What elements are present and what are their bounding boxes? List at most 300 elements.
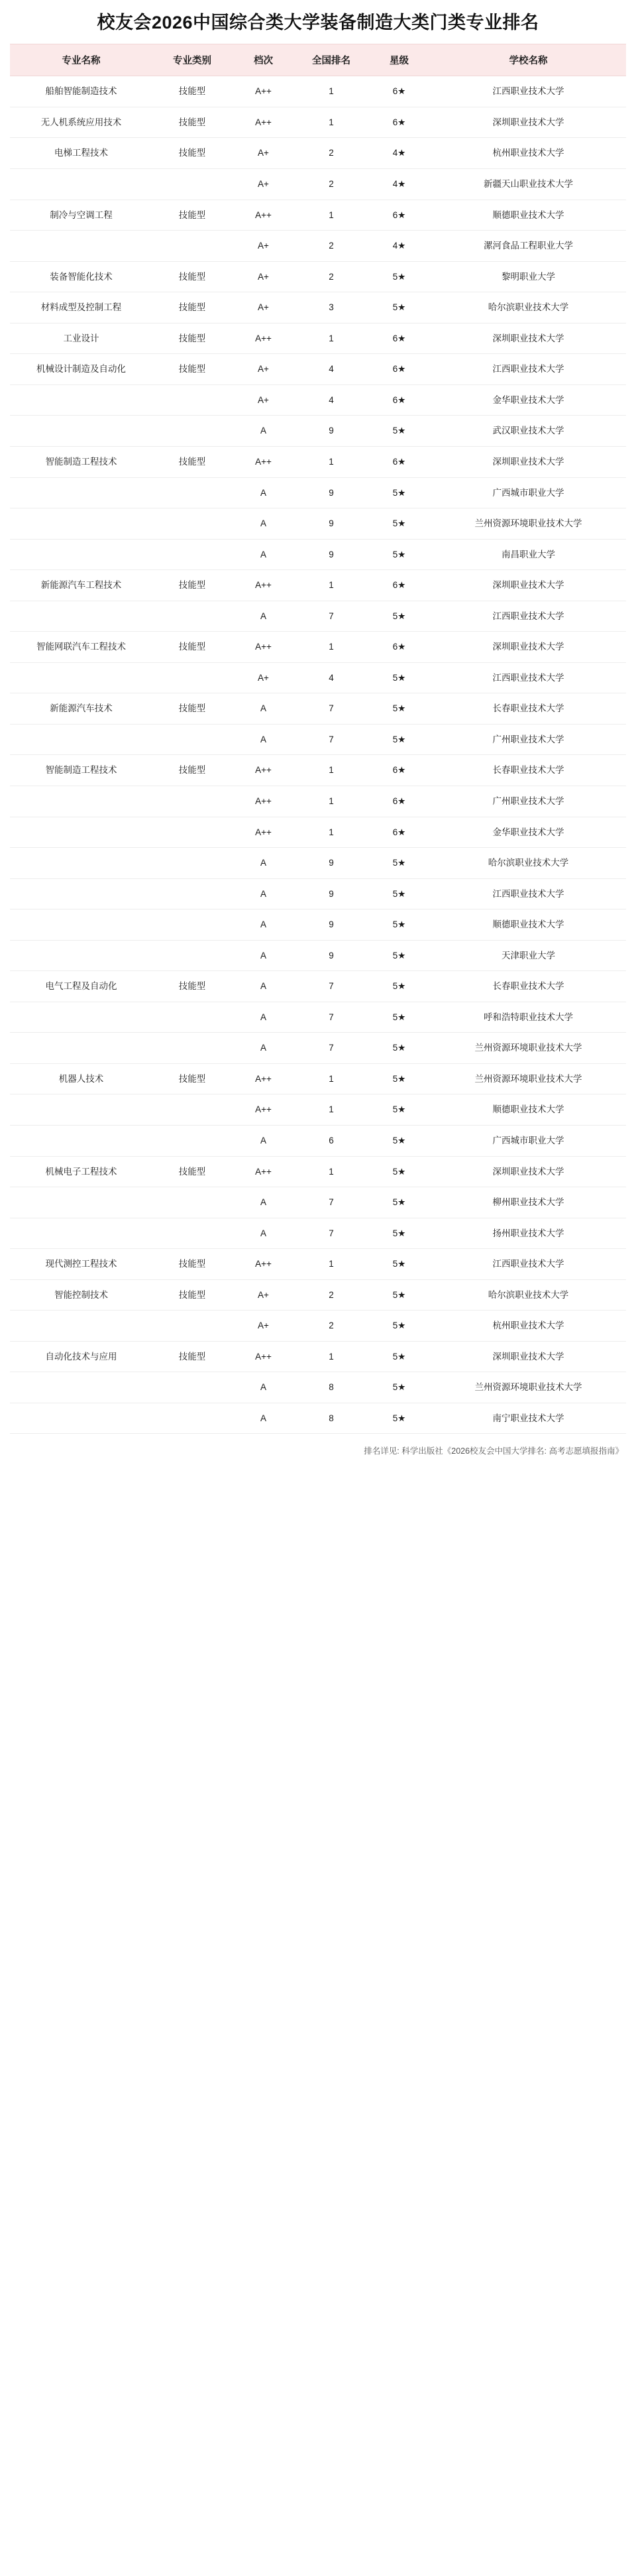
cell-major: [10, 1002, 152, 1033]
cell-school: 武汉职业技术大学: [431, 416, 626, 447]
table-row: [10, 1341, 626, 1372]
cell-major: 新能源汽车工程技术: [10, 570, 152, 601]
cell-school: 柳州职业技术大学: [431, 1187, 626, 1218]
cell-rank: 7: [295, 601, 368, 632]
cell-type: [152, 909, 232, 941]
cell-tier: A: [232, 508, 295, 540]
cell-star: 5★: [368, 601, 431, 632]
cell-type: 技能型: [152, 323, 232, 354]
table-row: [10, 1311, 626, 1342]
cell-major: 智能控制技术: [10, 1279, 152, 1311]
cell-tier: A: [232, 693, 295, 725]
cell-tier: A: [232, 1033, 295, 1064]
cell-star: 5★: [368, 1218, 431, 1249]
cell-major: [10, 878, 152, 909]
cell-rank: 7: [295, 724, 368, 755]
cell-star: 5★: [368, 1311, 431, 1342]
table-row: [10, 601, 626, 632]
table-row: [10, 1002, 626, 1033]
cell-tier: A+: [232, 138, 295, 169]
cell-type: 技能型: [152, 292, 232, 323]
cell-rank: 1: [295, 1249, 368, 1280]
cell-major: 电梯工程技术: [10, 138, 152, 169]
cell-type: [152, 169, 232, 200]
cell-major: 现代测控工程技术: [10, 1249, 152, 1280]
cell-rank: 9: [295, 848, 368, 879]
cell-tier: A+: [232, 1279, 295, 1311]
table-row: [10, 1249, 626, 1280]
cell-tier: A++: [232, 1156, 295, 1187]
cell-type: [152, 724, 232, 755]
cell-star: 5★: [368, 508, 431, 540]
cell-school: 长春职业技术大学: [431, 693, 626, 725]
table-row: [10, 755, 626, 786]
table-row: [10, 384, 626, 416]
cell-rank: 1: [295, 1156, 368, 1187]
cell-rank: 1: [295, 446, 368, 477]
cell-major: 电气工程及自动化: [10, 971, 152, 1002]
cell-major: 装备智能化技术: [10, 261, 152, 292]
cell-tier: A: [232, 539, 295, 570]
cell-rank: 7: [295, 1002, 368, 1033]
cell-star: 5★: [368, 724, 431, 755]
table-row: [10, 570, 626, 601]
cell-rank: 1: [295, 786, 368, 817]
table-row: [10, 539, 626, 570]
cell-school: 深圳职业技术大学: [431, 446, 626, 477]
cell-star: 5★: [368, 909, 431, 941]
cell-tier: A++: [232, 323, 295, 354]
cell-tier: A+: [232, 384, 295, 416]
cell-school: 金华职业技术大学: [431, 384, 626, 416]
cell-tier: A++: [232, 1249, 295, 1280]
table-row: [10, 848, 626, 879]
table-header-row: [10, 44, 626, 76]
cell-school: 江西职业技术大学: [431, 601, 626, 632]
cell-major: [10, 909, 152, 941]
cell-tier: A++: [232, 446, 295, 477]
cell-school: 长春职业技术大学: [431, 971, 626, 1002]
cell-type: [152, 1002, 232, 1033]
cell-rank: 1: [295, 1063, 368, 1094]
cell-type: 技能型: [152, 632, 232, 663]
table-row: [10, 200, 626, 231]
cell-type: [152, 1372, 232, 1403]
footer-note: 排名详见: 科学出版社《2026校友会中国大学排名: 高考志愿填报指南》: [364, 1446, 623, 1456]
cell-star: 5★: [368, 1033, 431, 1064]
cell-major: 自动化技术与应用: [10, 1341, 152, 1372]
cell-type: 技能型: [152, 1249, 232, 1280]
cell-tier: A++: [232, 1341, 295, 1372]
table-row: [10, 662, 626, 693]
cell-school: 南宁职业技术大学: [431, 1403, 626, 1434]
cell-type: [152, 539, 232, 570]
cell-tier: A+: [232, 662, 295, 693]
cell-school: 呼和浩特职业技术大学: [431, 1002, 626, 1033]
cell-tier: A: [232, 940, 295, 971]
cell-type: [152, 1125, 232, 1156]
cell-type: 技能型: [152, 693, 232, 725]
cell-star: 5★: [368, 1279, 431, 1311]
table-row: [10, 1403, 626, 1434]
cell-type: 技能型: [152, 446, 232, 477]
cell-rank: 9: [295, 416, 368, 447]
cell-school: 深圳职业技术大学: [431, 107, 626, 138]
cell-major: [10, 1372, 152, 1403]
cell-type: [152, 416, 232, 447]
rankings-table: [10, 44, 626, 1434]
cell-school: 杭州职业技术大学: [431, 1311, 626, 1342]
cell-star: 6★: [368, 384, 431, 416]
cell-star: 5★: [368, 1341, 431, 1372]
cell-school: 江西职业技术大学: [431, 662, 626, 693]
cell-school: 深圳职业技术大学: [431, 1156, 626, 1187]
cell-tier: A++: [232, 1094, 295, 1126]
cell-major: 材料成型及控制工程: [10, 292, 152, 323]
cell-major: [10, 416, 152, 447]
cell-tier: A: [232, 1218, 295, 1249]
cell-major: 智能网联汽车工程技术: [10, 632, 152, 663]
cell-rank: 4: [295, 384, 368, 416]
cell-type: [152, 662, 232, 693]
table-row: [10, 971, 626, 1002]
table-row: [10, 1063, 626, 1094]
cell-tier: A: [232, 909, 295, 941]
cell-star: 5★: [368, 1125, 431, 1156]
cell-type: [152, 231, 232, 262]
table-row: [10, 817, 626, 848]
cell-major: [10, 477, 152, 508]
cell-type: [152, 1033, 232, 1064]
cell-school: 深圳职业技术大学: [431, 570, 626, 601]
cell-type: [152, 477, 232, 508]
cell-tier: A++: [232, 1063, 295, 1094]
cell-rank: 1: [295, 817, 368, 848]
cell-star: 5★: [368, 693, 431, 725]
table-row: [10, 1156, 626, 1187]
cell-school: 兰州资源环境职业技术大学: [431, 1033, 626, 1064]
table-row: [10, 169, 626, 200]
cell-star: 5★: [368, 878, 431, 909]
cell-star: 6★: [368, 76, 431, 107]
table-row: [10, 1372, 626, 1403]
cell-rank: 7: [295, 1187, 368, 1218]
table-row: [10, 231, 626, 262]
cell-tier: A+: [232, 231, 295, 262]
cell-school: 金华职业技术大学: [431, 817, 626, 848]
cell-school: 深圳职业技术大学: [431, 323, 626, 354]
cell-star: 6★: [368, 354, 431, 385]
cell-major: [10, 1187, 152, 1218]
cell-type: 技能型: [152, 1341, 232, 1372]
table-row: [10, 477, 626, 508]
cell-star: 5★: [368, 416, 431, 447]
cell-type: [152, 940, 232, 971]
cell-rank: 4: [295, 662, 368, 693]
cell-school: 兰州资源环境职业技术大学: [431, 1063, 626, 1094]
cell-star: 5★: [368, 848, 431, 879]
cell-type: [152, 786, 232, 817]
column-header-type: 专业类别: [152, 44, 232, 76]
cell-major: [10, 231, 152, 262]
cell-tier: A+: [232, 292, 295, 323]
cell-type: [152, 1094, 232, 1126]
cell-school: 兰州资源环境职业技术大学: [431, 508, 626, 540]
cell-tier: A++: [232, 632, 295, 663]
table-row: [10, 292, 626, 323]
cell-tier: A: [232, 1125, 295, 1156]
cell-major: [10, 662, 152, 693]
cell-type: [152, 601, 232, 632]
cell-tier: A++: [232, 755, 295, 786]
table-row: [10, 1125, 626, 1156]
cell-type: [152, 1187, 232, 1218]
table-row: [10, 909, 626, 941]
table-body: [10, 76, 626, 1434]
cell-tier: A+: [232, 261, 295, 292]
cell-rank: 2: [295, 1311, 368, 1342]
cell-type: 技能型: [152, 1063, 232, 1094]
table-row: [10, 261, 626, 292]
cell-major: [10, 1125, 152, 1156]
cell-rank: 1: [295, 323, 368, 354]
table-row: [10, 1279, 626, 1311]
cell-type: [152, 817, 232, 848]
cell-major: 船舶智能制造技术: [10, 76, 152, 107]
cell-type: 技能型: [152, 570, 232, 601]
cell-tier: A++: [232, 107, 295, 138]
cell-star: 5★: [368, 539, 431, 570]
table-row: [10, 724, 626, 755]
cell-rank: 3: [295, 292, 368, 323]
cell-major: [10, 169, 152, 200]
cell-school: 哈尔滨职业技术大学: [431, 1279, 626, 1311]
cell-star: 5★: [368, 1249, 431, 1280]
cell-major: [10, 848, 152, 879]
cell-tier: A+: [232, 354, 295, 385]
cell-type: 技能型: [152, 76, 232, 107]
cell-rank: 2: [295, 231, 368, 262]
cell-star: 4★: [368, 169, 431, 200]
cell-star: 5★: [368, 1372, 431, 1403]
cell-type: 技能型: [152, 107, 232, 138]
cell-star: 5★: [368, 940, 431, 971]
cell-type: 技能型: [152, 755, 232, 786]
cell-school: 顺德职业技术大学: [431, 1094, 626, 1126]
cell-star: 4★: [368, 138, 431, 169]
cell-school: 天津职业大学: [431, 940, 626, 971]
cell-type: [152, 508, 232, 540]
cell-star: 5★: [368, 1156, 431, 1187]
cell-star: 5★: [368, 1002, 431, 1033]
cell-tier: A: [232, 1187, 295, 1218]
table-row: [10, 354, 626, 385]
cell-school: 长春职业技术大学: [431, 755, 626, 786]
cell-major: [10, 1094, 152, 1126]
cell-star: 6★: [368, 632, 431, 663]
cell-school: 广州职业技术大学: [431, 786, 626, 817]
cell-school: 兰州资源环境职业技术大学: [431, 1372, 626, 1403]
table-row: [10, 1218, 626, 1249]
cell-school: 漯河食品工程职业大学: [431, 231, 626, 262]
cell-major: 智能制造工程技术: [10, 755, 152, 786]
cell-rank: 1: [295, 632, 368, 663]
cell-tier: A: [232, 477, 295, 508]
cell-school: 南昌职业大学: [431, 539, 626, 570]
cell-rank: 7: [295, 1218, 368, 1249]
cell-rank: 8: [295, 1372, 368, 1403]
cell-tier: A: [232, 601, 295, 632]
cell-rank: 1: [295, 200, 368, 231]
page-title: 校友会2026中国综合类大学装备制造大类门类专业排名: [97, 13, 539, 32]
cell-school: 深圳职业技术大学: [431, 1341, 626, 1372]
cell-school: 广西城市职业大学: [431, 1125, 626, 1156]
cell-rank: 8: [295, 1403, 368, 1434]
cell-star: 5★: [368, 1403, 431, 1434]
cell-star: 6★: [368, 570, 431, 601]
cell-tier: A: [232, 1002, 295, 1033]
cell-tier: A: [232, 971, 295, 1002]
cell-major: [10, 601, 152, 632]
cell-rank: 2: [295, 261, 368, 292]
cell-star: 6★: [368, 107, 431, 138]
table-row: [10, 323, 626, 354]
cell-tier: A++: [232, 817, 295, 848]
cell-rank: 9: [295, 909, 368, 941]
cell-major: [10, 817, 152, 848]
cell-major: [10, 786, 152, 817]
cell-tier: A++: [232, 570, 295, 601]
cell-major: [10, 508, 152, 540]
cell-major: [10, 724, 152, 755]
column-header-rank: 全国排名: [295, 44, 368, 76]
cell-school: 顺德职业技术大学: [431, 909, 626, 941]
cell-tier: A+: [232, 1311, 295, 1342]
cell-school: 哈尔滨职业技术大学: [431, 292, 626, 323]
cell-school: 江西职业技术大学: [431, 1249, 626, 1280]
cell-rank: 1: [295, 107, 368, 138]
cell-tier: A+: [232, 169, 295, 200]
cell-type: 技能型: [152, 138, 232, 169]
cell-star: 4★: [368, 231, 431, 262]
cell-star: 5★: [368, 1063, 431, 1094]
cell-type: 技能型: [152, 200, 232, 231]
cell-school: 江西职业技术大学: [431, 878, 626, 909]
cell-type: [152, 878, 232, 909]
cell-rank: 9: [295, 539, 368, 570]
table-row: [10, 878, 626, 909]
cell-major: [10, 539, 152, 570]
cell-tier: A: [232, 1372, 295, 1403]
table-row: [10, 107, 626, 138]
cell-star: 5★: [368, 1187, 431, 1218]
cell-tier: A: [232, 848, 295, 879]
cell-star: 5★: [368, 292, 431, 323]
cell-type: [152, 384, 232, 416]
cell-rank: 7: [295, 1033, 368, 1064]
cell-type: [152, 848, 232, 879]
table-row: [10, 1187, 626, 1218]
cell-school: 广西城市职业大学: [431, 477, 626, 508]
column-header-tier: 档次: [232, 44, 295, 76]
cell-star: 5★: [368, 662, 431, 693]
cell-major: [10, 1033, 152, 1064]
cell-school: 杭州职业技术大学: [431, 138, 626, 169]
cell-rank: 1: [295, 570, 368, 601]
cell-rank: 1: [295, 1341, 368, 1372]
cell-type: [152, 1311, 232, 1342]
column-header-major: 专业名称: [10, 44, 152, 76]
table-header: [10, 44, 626, 76]
cell-school: 新疆天山职业技术大学: [431, 169, 626, 200]
cell-rank: 1: [295, 76, 368, 107]
cell-rank: 9: [295, 508, 368, 540]
cell-major: [10, 1403, 152, 1434]
cell-rank: 2: [295, 1279, 368, 1311]
cell-major: [10, 384, 152, 416]
cell-school: 深圳职业技术大学: [431, 632, 626, 663]
column-header-school: 学校名称: [431, 44, 626, 76]
cell-rank: 1: [295, 755, 368, 786]
cell-star: 5★: [368, 261, 431, 292]
cell-school: 黎明职业大学: [431, 261, 626, 292]
table-row: [10, 1094, 626, 1126]
cell-type: 技能型: [152, 354, 232, 385]
cell-type: [152, 1403, 232, 1434]
cell-star: 6★: [368, 323, 431, 354]
cell-major: 工业设计: [10, 323, 152, 354]
cell-star: 6★: [368, 786, 431, 817]
cell-rank: 6: [295, 1125, 368, 1156]
cell-rank: 9: [295, 940, 368, 971]
table-row: [10, 76, 626, 107]
table-row: [10, 138, 626, 169]
cell-rank: 1: [295, 1094, 368, 1126]
cell-school: 江西职业技术大学: [431, 354, 626, 385]
cell-major: 新能源汽车技术: [10, 693, 152, 725]
cell-major: [10, 940, 152, 971]
cell-tier: A: [232, 1403, 295, 1434]
cell-star: 6★: [368, 446, 431, 477]
cell-type: 技能型: [152, 261, 232, 292]
cell-tier: A++: [232, 76, 295, 107]
cell-rank: 9: [295, 477, 368, 508]
cell-star: 5★: [368, 971, 431, 1002]
cell-school: 江西职业技术大学: [431, 76, 626, 107]
cell-school: 扬州职业技术大学: [431, 1218, 626, 1249]
cell-school: 广州职业技术大学: [431, 724, 626, 755]
table-row: [10, 416, 626, 447]
cell-type: [152, 1218, 232, 1249]
cell-rank: 2: [295, 169, 368, 200]
cell-major: 机械设计制造及自动化: [10, 354, 152, 385]
cell-type: 技能型: [152, 971, 232, 1002]
cell-star: 6★: [368, 817, 431, 848]
cell-major: 机械电子工程技术: [10, 1156, 152, 1187]
cell-star: 6★: [368, 200, 431, 231]
cell-rank: 2: [295, 138, 368, 169]
cell-tier: A++: [232, 786, 295, 817]
table-row: [10, 786, 626, 817]
cell-rank: 9: [295, 878, 368, 909]
table-row: [10, 446, 626, 477]
cell-school: 顺德职业技术大学: [431, 200, 626, 231]
cell-major: [10, 1218, 152, 1249]
table-row: [10, 940, 626, 971]
table-row: [10, 1033, 626, 1064]
cell-rank: 7: [295, 971, 368, 1002]
table-row: [10, 508, 626, 540]
